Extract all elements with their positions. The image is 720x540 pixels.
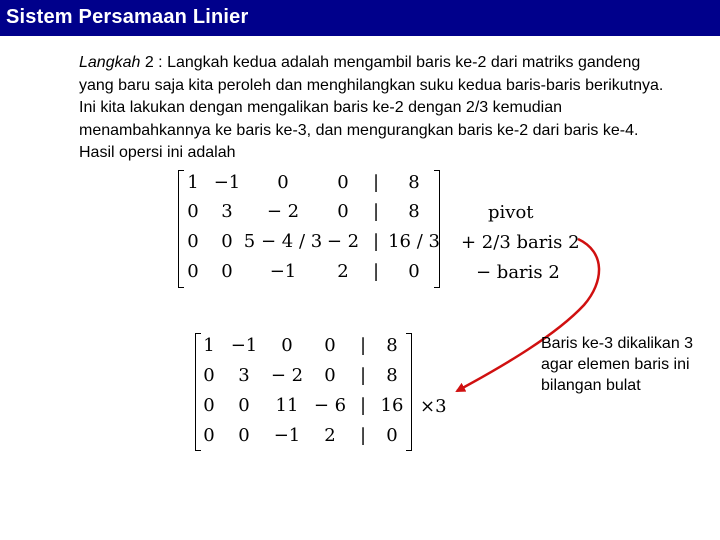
- matrix2-cell: 16: [380, 395, 404, 416]
- step-label: Langkah: [79, 54, 141, 71]
- row-multiplier: ×3: [420, 396, 447, 417]
- matrix2-cell: 0: [203, 395, 215, 416]
- page-title: Sistem Persamaan Linier: [6, 6, 249, 28]
- matrix1-separator: |: [372, 201, 380, 222]
- matrix2-cell: 11: [275, 395, 299, 416]
- matrix2-cell: 0: [238, 425, 250, 446]
- matrix2-cell: 3: [238, 365, 250, 386]
- matrix1-cell: 0: [337, 172, 349, 193]
- matrix1-cell: 8: [408, 201, 420, 222]
- matrix2-cell: 0: [203, 365, 215, 386]
- row-operation-subtract: − baris 2: [476, 262, 560, 283]
- matrix2-cell: − 6: [313, 395, 347, 416]
- matrix2-cell: 0: [324, 365, 336, 386]
- matrix2-separator: |: [359, 335, 367, 356]
- matrix1-cell: 8: [408, 172, 420, 193]
- matrix1-cell: 3: [221, 201, 233, 222]
- matrix2-cell: 0: [386, 425, 398, 446]
- row-operation-add: + 2/3 baris 2: [461, 232, 580, 253]
- matrix1-cell: 2: [337, 261, 349, 282]
- matrix1-cell: − 2: [266, 201, 300, 222]
- matrix1-cell: 0: [221, 261, 233, 282]
- step-text: 2 : Langkah kedua adalah mengambil baris ke-2 dari matriks gandeng yang baru saja kita peroleh dan menghilangkan suku kedua baris-baris berikutnya. Ini kita lakukan dengan mengalikan baris ke-2 dengan 2/3 kemudian menambahkannya ke baris ke-3, dan mengurangkan baris ke-2 dari baris ke-4. Hasil opersi ini adalah: [79, 54, 664, 161]
- matrix2-cell: 0: [324, 335, 336, 356]
- matrix1-cell: 0: [187, 231, 199, 252]
- matrix2-cell: − 2: [270, 365, 304, 386]
- matrix1-cell: −1: [269, 261, 297, 282]
- row-operation-pivot: pivot: [488, 202, 534, 223]
- matrix2-separator: |: [359, 365, 367, 386]
- matrix1-cell: 0: [408, 261, 420, 282]
- matrix2-cell: −1: [230, 335, 258, 356]
- matrix2-cell: 0: [281, 335, 293, 356]
- matrix2-cell: 8: [386, 335, 398, 356]
- matrix1-cell: −1: [213, 172, 241, 193]
- matrix1-separator: |: [372, 261, 380, 282]
- matrix2-separator: |: [359, 425, 367, 446]
- matrix2-cell: 0: [238, 395, 250, 416]
- matrix1-cell: 0: [337, 201, 349, 222]
- matrix2-cell: 1: [203, 335, 215, 356]
- matrix1-cell: 0: [187, 201, 199, 222]
- annotation-note: Baris ke-3 dikalikan 3 agar elemen baris ini bilangan bulat: [541, 335, 694, 394]
- matrix1-cell: 16 / 3: [388, 231, 440, 252]
- matrix1-separator: |: [372, 231, 380, 252]
- matrix2-cell: 2: [324, 425, 336, 446]
- matrix1-cell: 1: [187, 172, 199, 193]
- matrix2-separator: |: [359, 395, 367, 416]
- matrix2-cell: 8: [386, 365, 398, 386]
- matrix1-cell: 0: [277, 172, 289, 193]
- matrix1-cell: − 2: [326, 231, 360, 252]
- matrix1-cell: 0: [187, 261, 199, 282]
- matrix2-cell: 0: [203, 425, 215, 446]
- matrix1-cell: 0: [221, 231, 233, 252]
- matrix2-cell: −1: [273, 425, 301, 446]
- matrix1-separator: |: [372, 172, 380, 193]
- matrix1-cell: 5 − 4 / 3: [243, 231, 323, 252]
